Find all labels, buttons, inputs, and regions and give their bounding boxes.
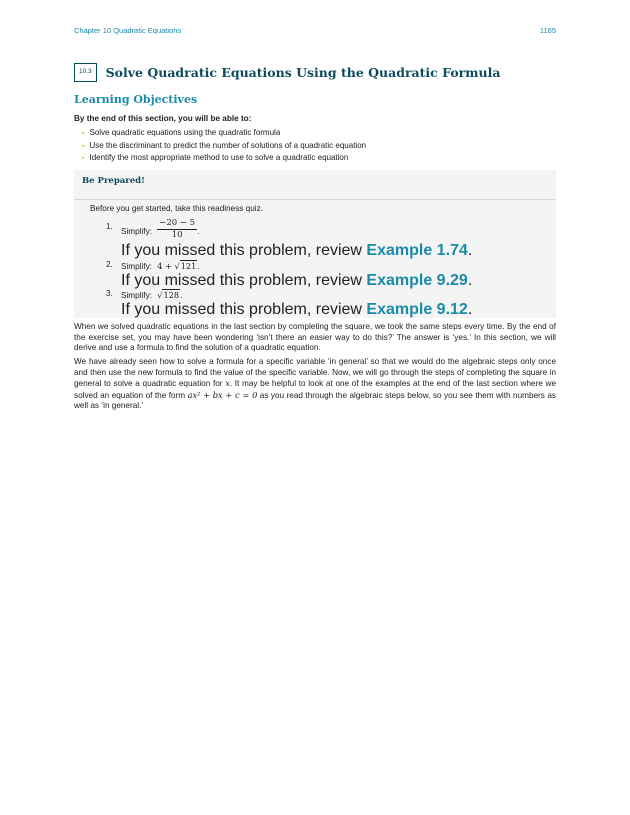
quiz-intro: Before you get started, take this readiness quiz. [90, 204, 263, 213]
equation-expression: ax² + bx + c = 0 [187, 389, 258, 400]
page-number: 1165 [539, 26, 556, 35]
list-item: ▪ Use the discriminant to predict the number of solutions of a quadratic equation [82, 140, 367, 150]
be-prepared-heading: Be Prepared! [74, 170, 556, 200]
review-line-3: If you missed this problem, review Example 9.12. [121, 301, 473, 318]
fraction-expression: $\frac{-20 - 5}{10}$ [159, 218, 196, 240]
running-header-chapter: Chapter 10 Quadratic Equations [74, 26, 182, 35]
review-line-2: If you missed this problem, review Example 9.29. [121, 272, 473, 289]
example-link[interactable]: Example 9.29 [366, 272, 468, 289]
paragraph-2: We have already seen how to solve a formula for a specific variable ‘in general’ so that we would do the algebraic steps only once and then use the new formula to find the value of the specific variable. Now, we will go through the steps of completing the square in general to solve a quadratic equation for x. It may be helpful to look at one of the examples at the end of the last section where we solved an equation of the form ax² + bx + c = 0 as you read through the algebraic steps below, so you see them with numbers as well as ‘in general.’ [74, 357, 556, 410]
objectives-list [82, 127, 366, 165]
example-link[interactable]: Example 9.12 [366, 301, 468, 318]
section-title: Solve Quadratic Equations Using the Quadratic Formula [105, 64, 501, 80]
paragraph-1: When we solved quadratic equations in the last section by completing the square, we took the same steps every time. By the end of the exercise set, you may have been wondering ‘isn’t there an easier way to do this?’ The answer is ‘yes.’ In this section, we will derive and use a formula to find the solution of a quadratic equation. [74, 322, 556, 352]
be-prepared-box: Be Prepared! Before you get started, take this readiness quiz. 1. Simplify: $\frac{-20 - 5}{10}$ . If you missed this problem, review Example 1.74. 2. Simplify: 4 + √121. If you missed this problem, review Example 9.29. 3. Simplify: √128. If you missed this problem, review Example 9.12. [74, 170, 556, 318]
learning-objectives-heading: Learning Objectives [74, 93, 198, 106]
section-number-badge: 10.3 [74, 63, 97, 82]
bullet-icon: ▪ [82, 155, 85, 162]
review-line-1: If you missed this problem, review Example 1.74. [121, 242, 473, 259]
section-heading [74, 63, 554, 82]
objectives-intro: By the end of this section, you will be able to: [74, 114, 252, 123]
bullet-icon: ▪ [82, 142, 85, 150]
bullet-icon: ▪ [82, 130, 85, 137]
example-link[interactable]: Example 1.74 [366, 242, 468, 259]
list-item: ▪ Solve quadratic equations using the quadratic formula [82, 128, 281, 137]
list-item: ▪ Identify the most appropriate method to use to solve a quadratic equation [82, 153, 349, 162]
